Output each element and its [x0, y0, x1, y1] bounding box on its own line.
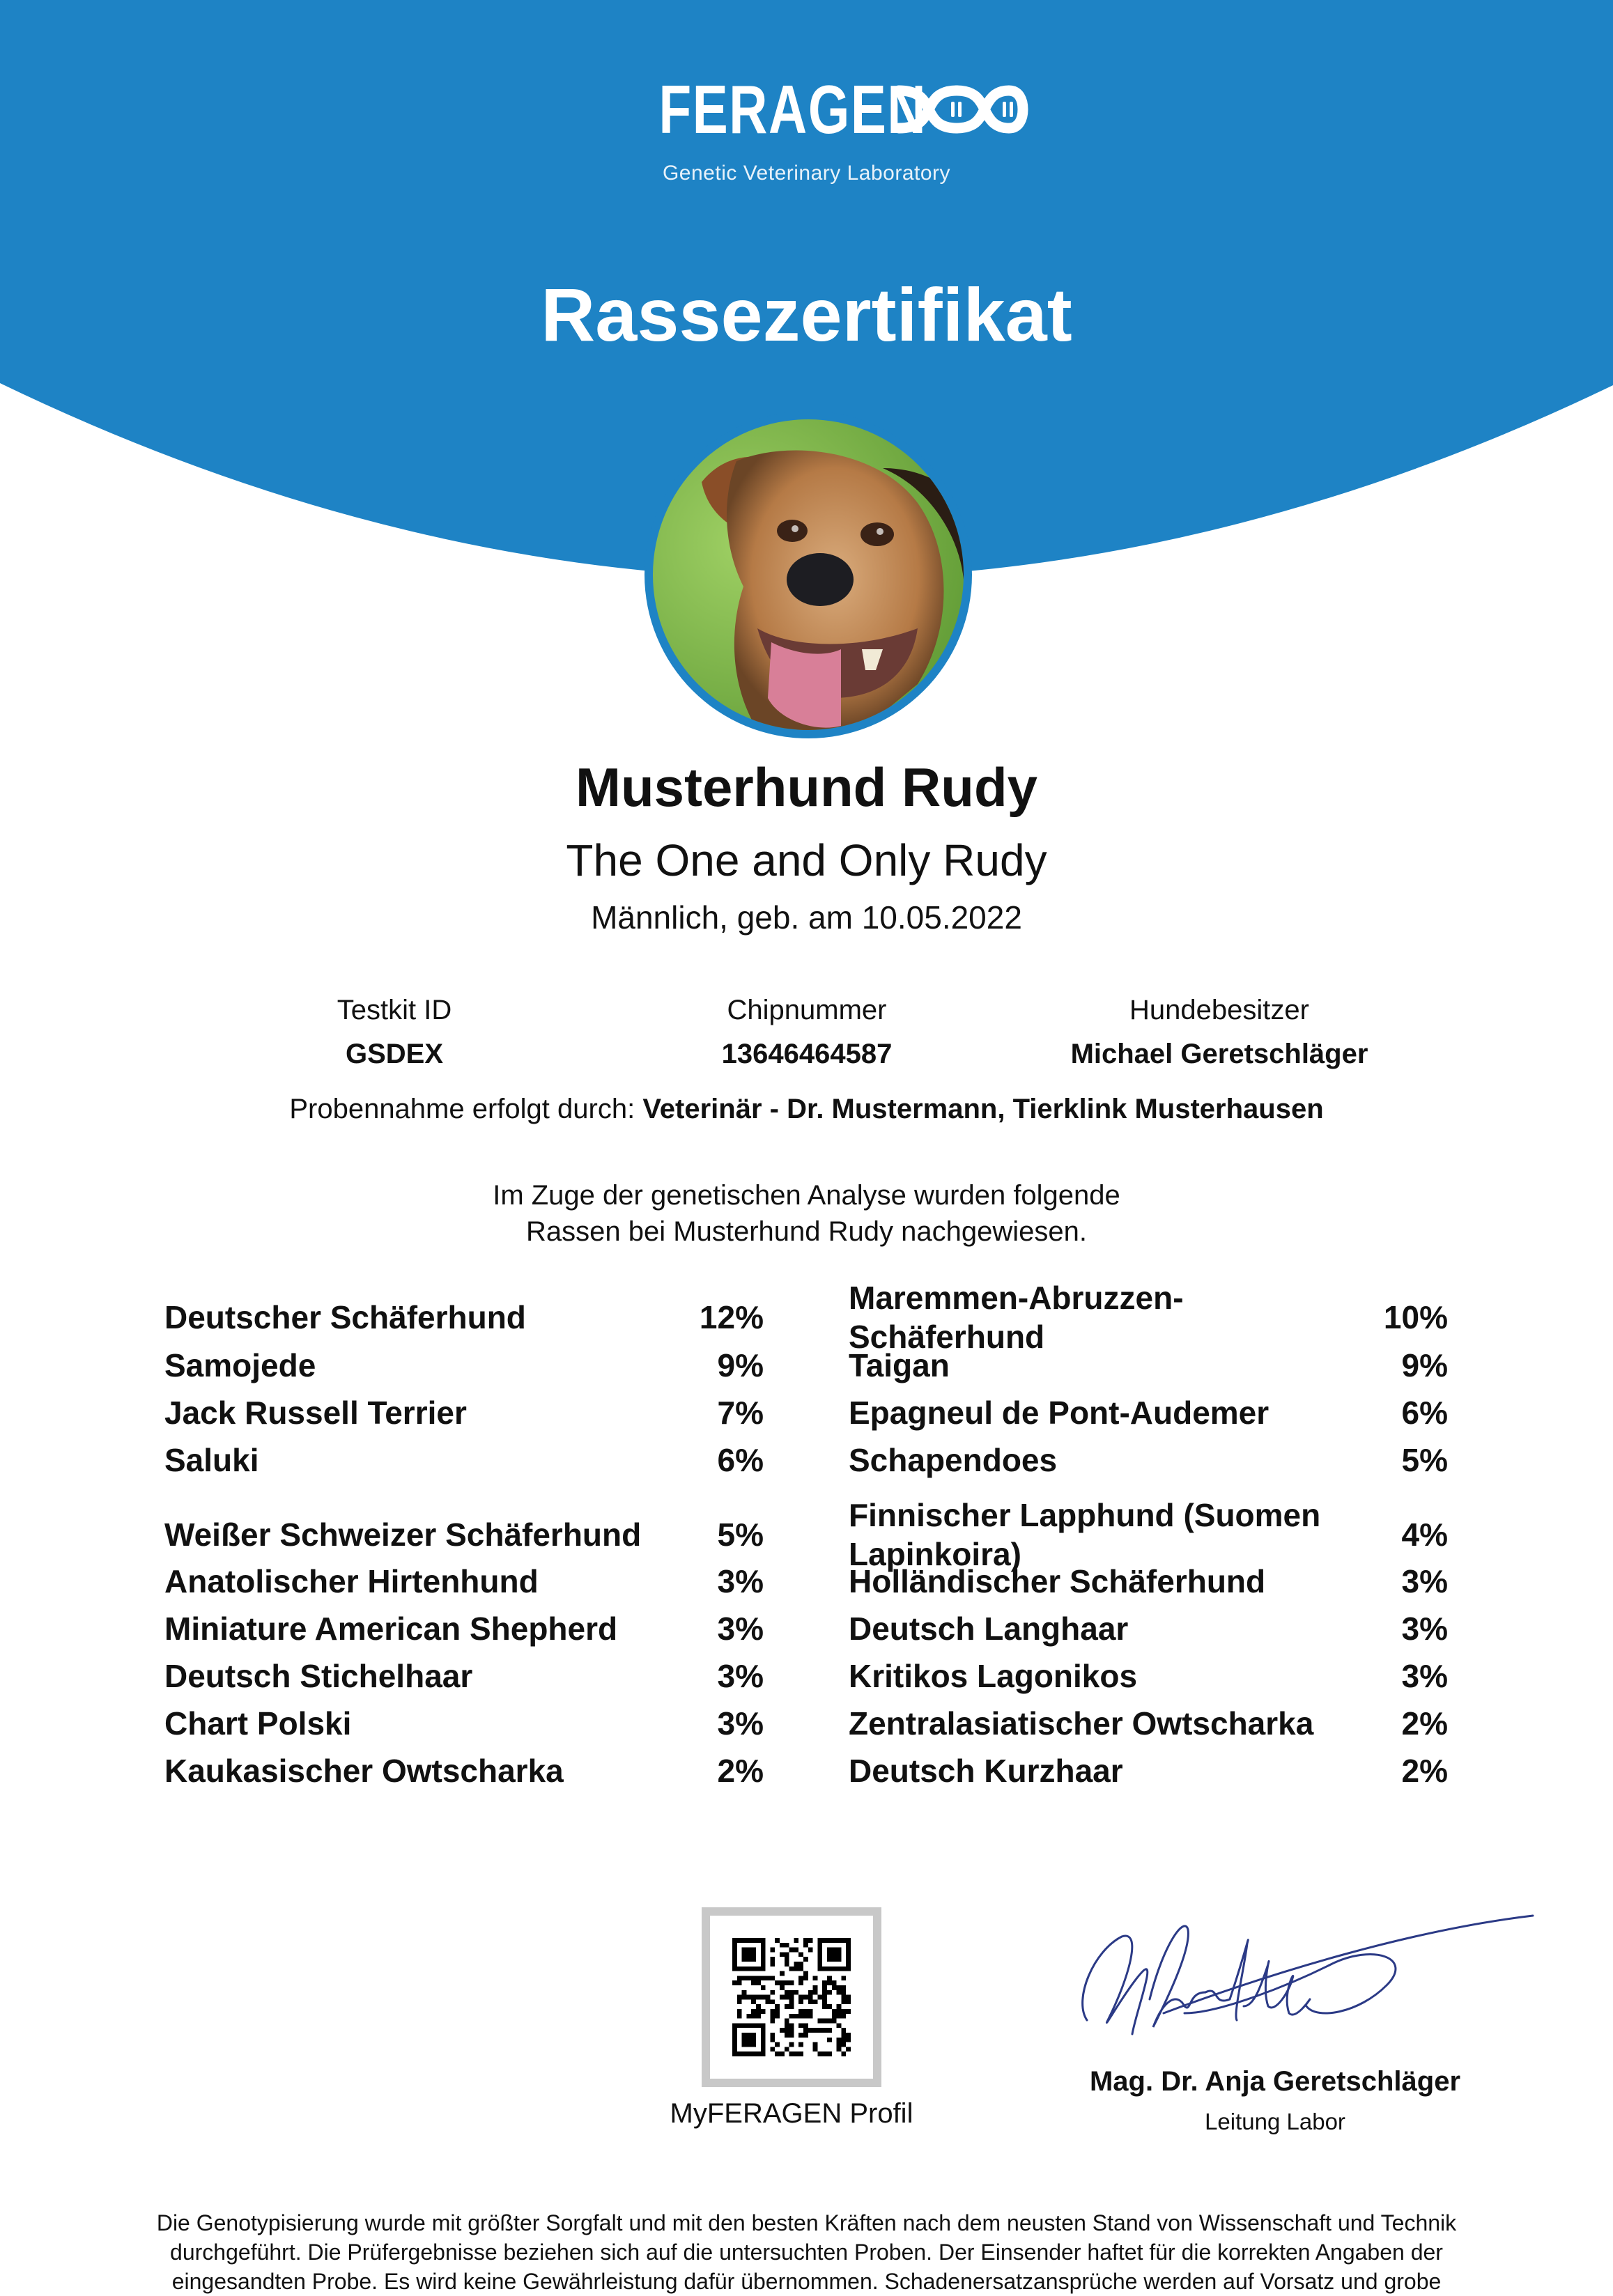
- breed-percent: 6%: [1401, 1395, 1448, 1431]
- chip-number-field: [667, 995, 946, 1070]
- breed-percent: 3%: [717, 1611, 764, 1647]
- chip-number-label: Chipnummer: [727, 995, 887, 1025]
- qr-code-label: MyFERAGEN Profil: [670, 2098, 913, 2129]
- breed-percent: 12%: [699, 1299, 764, 1335]
- sampling-value: Veterinär - Dr. Mustermann, Tierklink Musterhausen: [642, 1094, 1324, 1124]
- testkit-id-value: GSDEX: [345, 1039, 444, 1069]
- dog-portrait-image: [653, 419, 964, 730]
- breed-name: Kritikos Lagonikos: [849, 1658, 1138, 1694]
- breed-name: Anatolischer Hirtenhund: [164, 1563, 539, 1599]
- breed-row: [849, 1751, 1448, 1790]
- qr-code-icon[interactable]: [732, 1938, 851, 2056]
- breed-name: Deutsch Langhaar: [849, 1611, 1129, 1647]
- owner-label: Hundebesitzer: [1129, 995, 1309, 1025]
- breed-percent: 3%: [717, 1563, 764, 1599]
- dog-sex-birthdate: Männlich, geb. am 10.05.2022: [591, 899, 1022, 936]
- breed-row: [849, 1562, 1448, 1601]
- brand-tagline: Genetic Veterinary Laboratory: [662, 162, 951, 185]
- qr-code-background: [710, 1916, 873, 2079]
- chip-number-value: 13646464587: [721, 1039, 893, 1069]
- breed-name: Deutsch Kurzhaar: [849, 1753, 1123, 1789]
- analysis-intro-line-1: Im Zuge der genetischen Analyse wurden folgende: [493, 1180, 1120, 1211]
- breed-row: [164, 1704, 764, 1743]
- testkit-id-label: Testkit ID: [337, 995, 452, 1025]
- dog-nickname: The One and Only Rudy: [566, 835, 1047, 885]
- testkit-id-field: [255, 995, 534, 1070]
- disclaimer-line-1: Die Genotypisierung wurde mit größter Sorgfalt und mit den besten Kräften nach dem neusten Stand von Wissenschaft und Technik: [156, 2210, 1457, 2235]
- breed-percent: 2%: [1401, 1705, 1448, 1742]
- breed-name: Chart Polski: [164, 1705, 352, 1742]
- breed-percent: 7%: [717, 1395, 764, 1431]
- analysis-intro: [0, 1177, 1613, 1250]
- breed-row: [164, 1609, 764, 1648]
- breed-percent: 2%: [717, 1753, 764, 1789]
- breed-percent: 9%: [717, 1347, 764, 1383]
- dog-photo: [653, 419, 964, 730]
- brand-logo: [0, 71, 1613, 185]
- breed-percent: 9%: [1401, 1347, 1448, 1383]
- signature-image: [1066, 1902, 1540, 2055]
- breed-name: Maremmen-Abruzzen-Schäferhund: [849, 1280, 1184, 1355]
- breed-percent: 6%: [717, 1442, 764, 1478]
- breed-row: [849, 1393, 1448, 1432]
- breed-row: [164, 1751, 764, 1790]
- breed-name: Kaukasischer Owtscharka: [164, 1753, 564, 1789]
- breed-percent: 2%: [1401, 1753, 1448, 1789]
- sampling-info: [0, 1094, 1613, 1125]
- breed-percent: 3%: [717, 1658, 764, 1694]
- breed-row: [849, 1657, 1448, 1696]
- breed-name: Samojede: [164, 1347, 316, 1383]
- breed-row: [164, 1278, 764, 1356]
- owner-field: [1010, 995, 1428, 1070]
- breed-name: Finnischer Lapphund (Suomen Lapinkoira): [849, 1497, 1321, 1572]
- breed-percent: 4%: [1401, 1517, 1448, 1553]
- breed-name: Taigan: [849, 1347, 950, 1383]
- breed-row: [164, 1441, 764, 1480]
- breed-row: [164, 1393, 764, 1432]
- analysis-intro-line-2: Rassen bei Musterhund Rudy nachgewiesen.: [526, 1216, 1087, 1247]
- breed-row: [849, 1704, 1448, 1743]
- qr-code-frame[interactable]: [702, 1907, 881, 2087]
- breed-row: [849, 1609, 1448, 1648]
- breed-row: [164, 1562, 764, 1601]
- breed-name: Deutsch Stichelhaar: [164, 1658, 473, 1694]
- breed-name: Miniature American Shepherd: [164, 1611, 618, 1647]
- breed-row: [164, 1657, 764, 1696]
- breed-percent: 3%: [1401, 1658, 1448, 1694]
- breed-name: Zentralasiatischer Owtscharka: [849, 1705, 1314, 1742]
- certificate-title: Rassezertifikat: [541, 272, 1072, 357]
- breed-row: [849, 1278, 1448, 1356]
- sampling-label: Probennahme erfolgt durch:: [289, 1094, 643, 1124]
- breed-name: Schapendoes: [849, 1442, 1058, 1478]
- breed-name: Epagneul de Pont-Audemer: [849, 1395, 1269, 1431]
- dog-name: Musterhund Rudy: [576, 757, 1037, 818]
- breed-name: Deutscher Schäferhund: [164, 1299, 526, 1335]
- brand-name: FERAGEN: [658, 71, 927, 148]
- breed-name: Weißer Schweizer Schäferhund: [164, 1517, 642, 1553]
- disclaimer-line-3: eingesandten Probe. Es wird keine Gewährleistung dafür übernommen. Schadenersatzansprüche werden auf Vorsatz und grobe: [171, 2269, 1442, 2294]
- breed-percent: 3%: [1401, 1563, 1448, 1599]
- breed-name: Saluki: [164, 1442, 259, 1478]
- breed-name: Jack Russell Terrier: [164, 1395, 467, 1431]
- breed-percent: 5%: [1401, 1442, 1448, 1478]
- breed-percent: 3%: [1401, 1611, 1448, 1647]
- disclaimer-text: [139, 2208, 1474, 2296]
- signer-role: Leitung Labor: [1205, 2109, 1345, 2134]
- owner-value: Michael Geretschläger: [1070, 1039, 1368, 1069]
- breed-row: [849, 1346, 1448, 1385]
- signer-name: Mag. Dr. Anja Geretschläger: [1089, 2066, 1461, 2097]
- dog-photo-frame: [645, 411, 972, 738]
- disclaimer-line-2: durchgeführt. Die Prüfergebnisse beziehen sich auf die untersuchten Proben. Der Einsender haftet für die korrekten Angaben der: [170, 2240, 1443, 2265]
- breed-percent: 10%: [1383, 1299, 1448, 1335]
- breed-row: [849, 1441, 1448, 1480]
- breed-name: Holländischer Schäferhund: [849, 1563, 1266, 1599]
- breed-row: [164, 1346, 764, 1385]
- breed-percent: 5%: [717, 1517, 764, 1553]
- breed-percent: 3%: [717, 1705, 764, 1742]
